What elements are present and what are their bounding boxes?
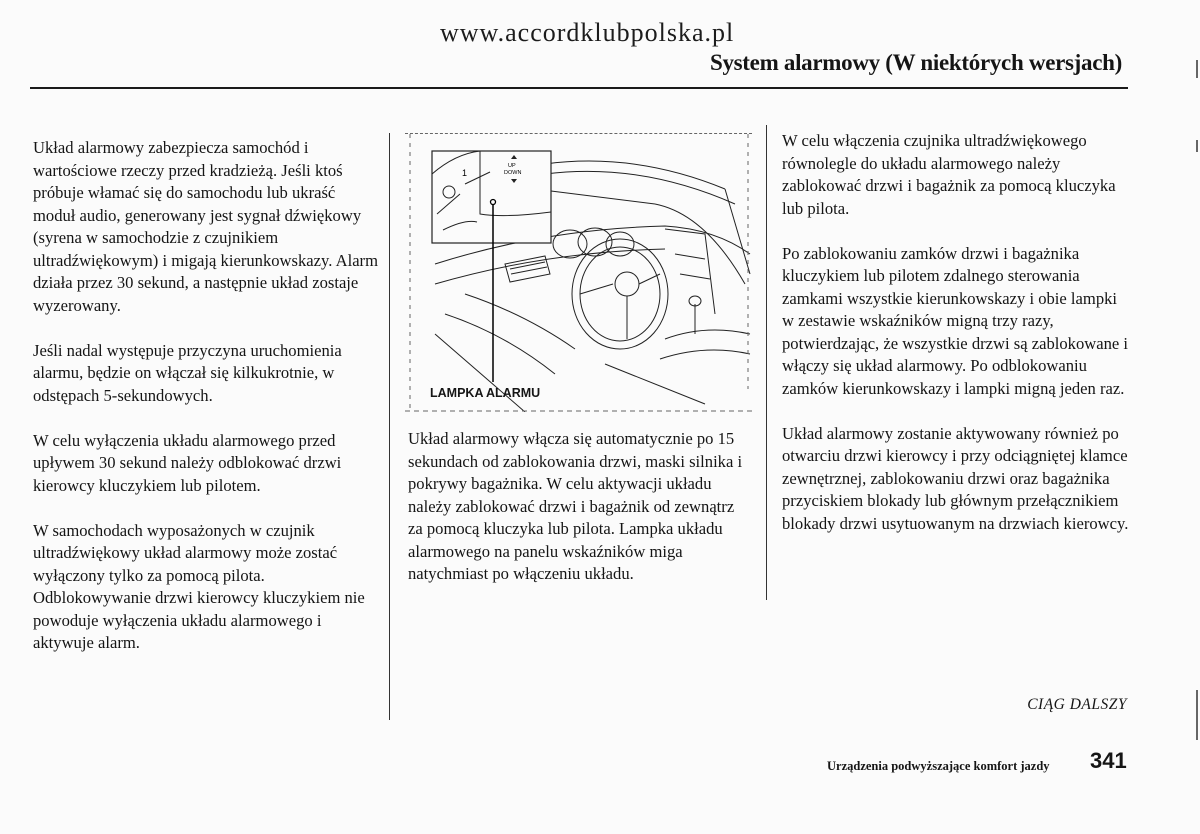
column-3 bbox=[782, 130, 1132, 558]
column-1 bbox=[33, 137, 378, 677]
paragraph: Układ alarmowy włącza się automatycznie po 15 sekundach od zablokowania drzwi, maski silnika i pokrywy bagażnika. W celu aktywacji układu należy zablokować drzwi i bagażnik od zewnątrz za pomocą kluczyka lub pilota. Lampka układu alarmowego na panelu wskaźników miga natychmiast po włączeniu układu. bbox=[408, 429, 743, 583]
website-url: www.accordklubpolska.pl bbox=[440, 18, 735, 47]
paragraph: W samochodach wyposażonych w czujnik ultradźwiękowy układ alarmowy może zostać wyłączony tylko za pomocą pilota. Odblokowywanie drzwi kierowcy kluczykiem nie powoduje wyłączenia układu alarmowego i aktywuje alarm. bbox=[33, 520, 365, 652]
gauge-up-label: UP bbox=[508, 163, 516, 169]
page-edge-mark bbox=[1196, 690, 1198, 740]
gauge-down-label: DOWN bbox=[504, 170, 522, 176]
footer-section-title: Urządzenia podwyższające komfort jazdy bbox=[827, 759, 1050, 773]
paragraph: W celu włączenia czujnika ultradźwiękowego równolegle do układu alarmowego należy zablokować drzwi i bagażnik za pomocą kluczyka lub pilota. bbox=[782, 131, 1116, 218]
inset-box bbox=[432, 151, 551, 243]
paragraph: Układ alarmowy zabezpiecza samochód i wartościowe rzeczy przed kradzieżą. Jeśli ktoś próbuje włamać się do samochodu lub ukraść moduł audio, generowany jest sygnał dźwiękowy (syrena w samochodzie z czujnikiem ultradźwiękowym) i migają kierunkowskazy. Alarm działa przez 30 sekund, a następnie układ zostaje wyzerowany. bbox=[33, 138, 378, 315]
page-number: 341 bbox=[1090, 748, 1127, 773]
section-title: System alarmowy (W niektórych wersjach) bbox=[709, 50, 1122, 75]
page-edge-mark bbox=[1196, 60, 1198, 78]
figure-label: LAMPKA ALARMU bbox=[430, 386, 541, 400]
gauge-number: 1 bbox=[462, 168, 468, 178]
column-divider-right bbox=[766, 125, 767, 600]
dashboard-figure bbox=[405, 133, 752, 412]
continued-label: CIĄG DALSZY bbox=[1027, 696, 1127, 713]
page-edge-mark bbox=[1196, 140, 1198, 152]
paragraph: Jeśli nadal występuje przyczyna uruchomienia alarmu, będzie on włączał się kilkukrotnie, w odstępach 5-sekundowych. bbox=[33, 340, 342, 405]
dashboard-illustration bbox=[405, 134, 752, 412]
column-divider-left bbox=[389, 133, 390, 720]
paragraph: W celu wyłączenia układu alarmowego przed upływem 30 sekund należy odblokować drzwi kierowcy kluczykiem lub pilotem. bbox=[33, 430, 342, 495]
column-2 bbox=[408, 428, 753, 608]
paragraph: Po zablokowaniu zamków drzwi i bagażnika kluczykiem lub pilotem zdalnego sterowania zamkami wszystkie kierunkowskazy i obie lampki w zestawie wskaźników migną trzy razy, potwierdzając, że wszystkie drzwi są zablokowane i włączy się układ alarmowy. Po odblokowaniu zamków kierunkowskazy i lampki migną jeden raz. bbox=[782, 243, 1129, 398]
paragraph: Układ alarmowy zostanie aktywowany również po otwarciu drzwi kierowcy i przy odciągniętej klamce zewnętrznej, zablokowaniu drzwi oraz bagażnika przyciskiem blokady lub głównym przełącznikiem blokady drzwi usytuowanym na drzwiach kierowcy. bbox=[782, 423, 1129, 533]
header-rule bbox=[30, 87, 1128, 89]
